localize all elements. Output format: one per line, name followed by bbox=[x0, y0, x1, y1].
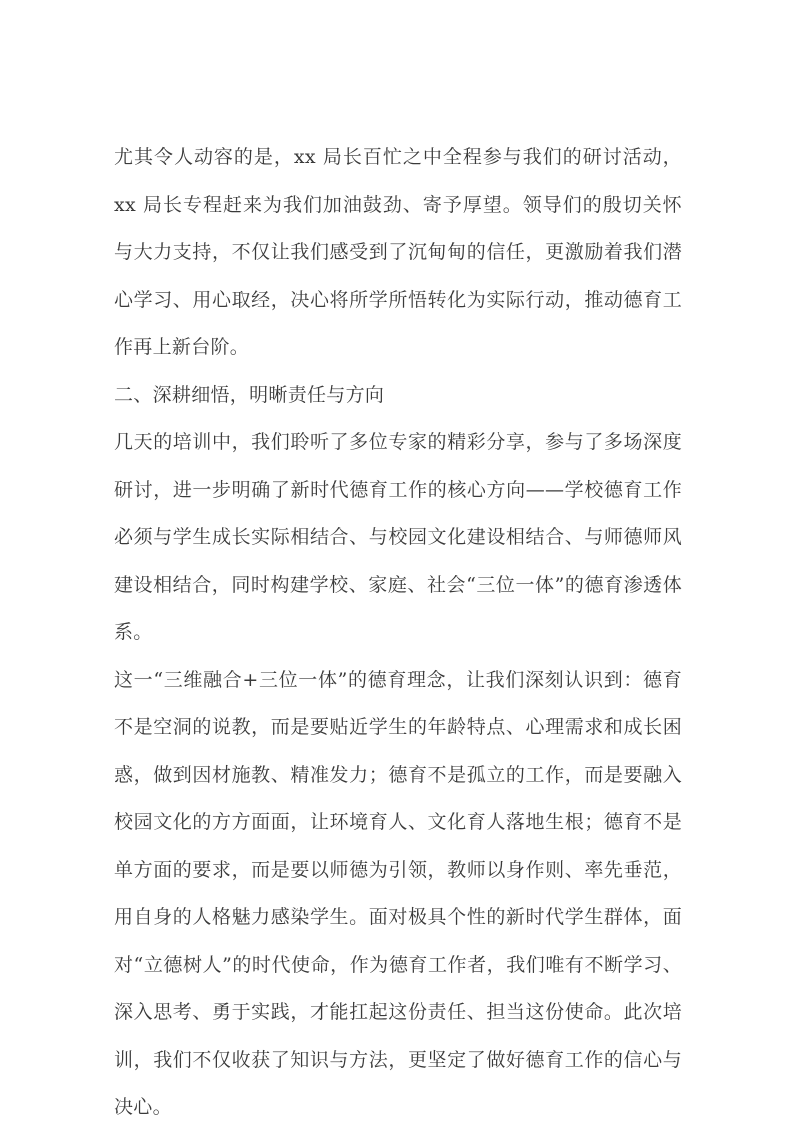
paragraph-leaders-support: 尤其令人动容的是，xx 局长百忙之中全程参与我们的研讨活动，xx 局长专程赶来为我们加油鼓劲、寄予厚望。领导们的殷切关怀与大力支持，不仅让我们感受到了沉甸甸的信任，更激励着我们潜心学习、用心取经，决心将所学所悟转化为实际行动，推动德育工作再上新台阶。 bbox=[114, 146, 682, 358]
section-heading-2: 二、深耕细悟，明晰责任与方向 bbox=[114, 383, 385, 406]
paragraph-moral-education-insights: 这一“三维融合+三位一体”的德育理念，让我们深刻认识到：德育不是空洞的说教，而是要贴近学生的年龄特点、心理需求和成长困惑，做到因材施教、精准发力；德育不是孤立的工作，而是要融入校园文化的方方面面，让环境育人、文化育人落地生根；德育不是单方面的要求，而是要以师德为引领，教师以身作则、率先垂范，用自身的人格魅力感染学生。面对极具个性的新时代学生群体，面对“立德树人”的时代使命，作为德育工作者，我们唯有不断学习、深入思考、勇于实践，才能扛起这份责任、担当这份使命。此次培训，我们不仅收获了知识与方法，更坚定了做好德育工作的信心与决心。 bbox=[114, 668, 682, 1118]
paragraph-training-core-direction: 几天的培训中，我们聆听了多位专家的精彩分享，参与了多场深度研讨，进一步明确了新时代德育工作的核心方向——学校德育工作必须与学生成长实际相结合、与校园文化建设相结合、与师德师风建设相结合，同时构建学校、家庭、社会“三位一体”的德育渗透体系。 bbox=[114, 431, 682, 643]
document-content bbox=[114, 134, 682, 1122]
